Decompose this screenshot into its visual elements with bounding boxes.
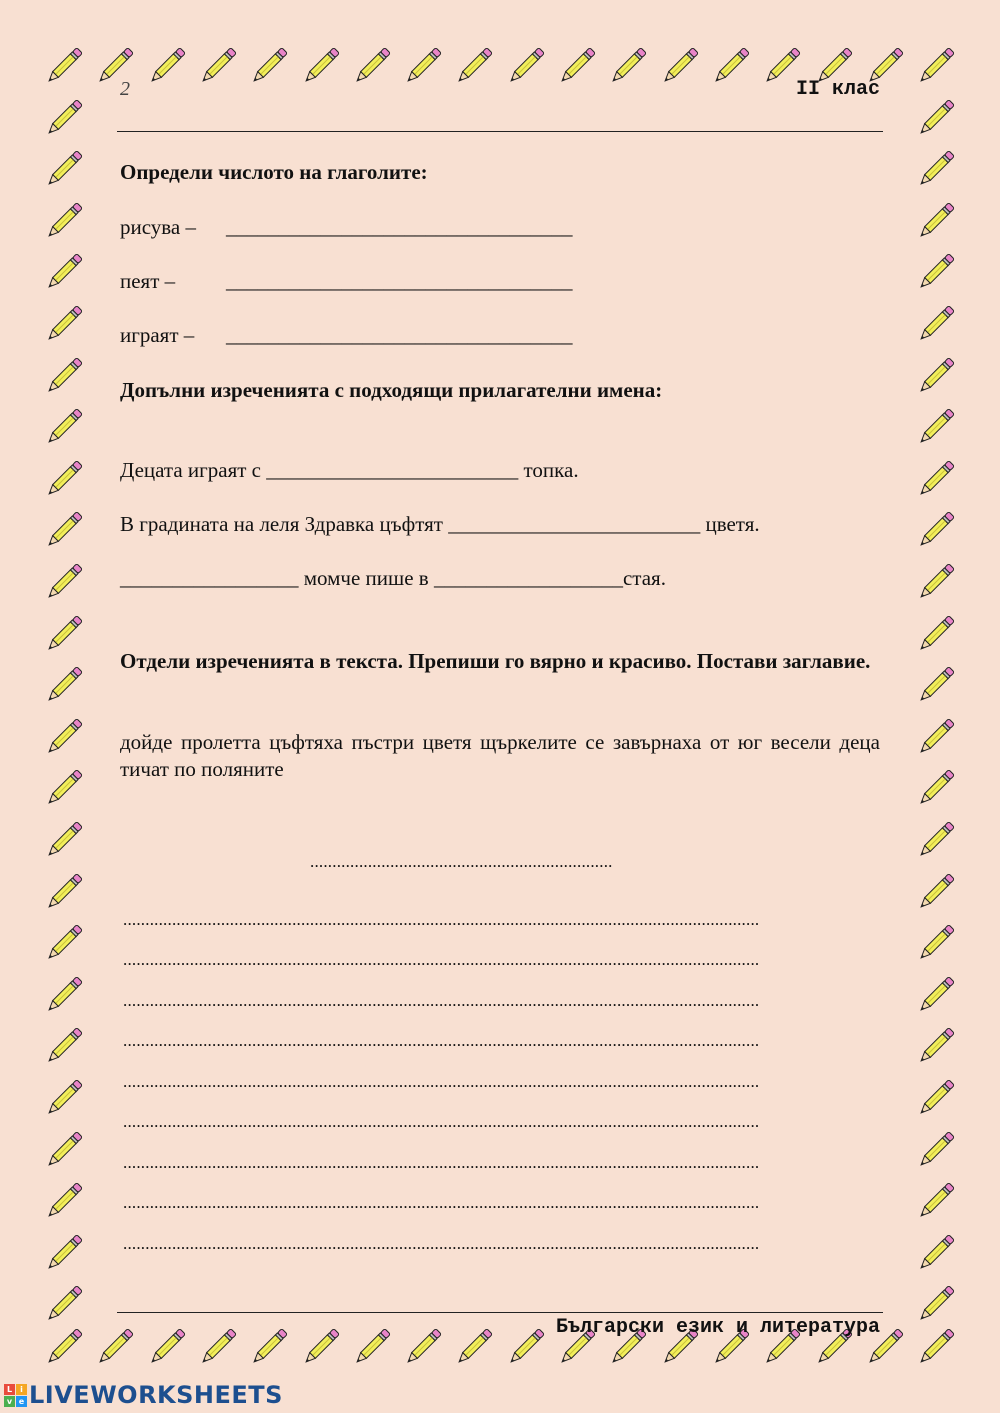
pencil-icon bbox=[42, 715, 86, 759]
pencil-icon bbox=[42, 250, 86, 294]
liveworksheets-logo[interactable] bbox=[4, 1380, 283, 1410]
pencil-icon bbox=[42, 457, 86, 501]
sentence-text: В градината на леля Здравка цъфтят bbox=[120, 512, 443, 536]
footer-rule bbox=[117, 1312, 883, 1313]
sentence-text: стая. bbox=[622, 566, 666, 590]
sentence-3 bbox=[120, 566, 666, 591]
answer-line[interactable]: ............................................................................................................................................... bbox=[123, 1153, 760, 1172]
pencil-icon bbox=[914, 147, 958, 191]
pencil-icon bbox=[606, 44, 650, 88]
answer-line[interactable]: ............................................................................................................................................... bbox=[123, 950, 760, 969]
pencil-icon bbox=[709, 44, 753, 88]
pencil-icon bbox=[914, 96, 958, 140]
pencil-icon bbox=[42, 1231, 86, 1275]
pencil-icon bbox=[452, 44, 496, 88]
answer-blank[interactable]: __________________ bbox=[433, 566, 623, 590]
pencil-icon bbox=[914, 1325, 958, 1369]
pencil-icon bbox=[504, 1325, 548, 1369]
pencil-icon bbox=[914, 1128, 958, 1172]
pencil-icon bbox=[914, 508, 958, 552]
answer-line[interactable]: ............................................................................................................................................... bbox=[123, 1112, 760, 1131]
pencil-icon bbox=[42, 1282, 86, 1326]
pencil-icon bbox=[914, 1076, 958, 1120]
pencil-icon bbox=[914, 1024, 958, 1068]
pencil-icon bbox=[42, 612, 86, 656]
pencil-icon bbox=[555, 44, 599, 88]
pencil-icon bbox=[914, 921, 958, 965]
section2-heading: Допълни изреченията с подходящи прилагателни имена: bbox=[120, 378, 663, 402]
pencil-icon bbox=[93, 44, 137, 88]
pencil-icon bbox=[42, 302, 86, 346]
subject-footer: Български език и литература bbox=[555, 1316, 880, 1339]
pencil-icon bbox=[42, 354, 86, 398]
pencil-icon bbox=[42, 405, 86, 449]
answer-line[interactable]: ............................................................................................................................................... bbox=[123, 1072, 760, 1091]
pencil-icon bbox=[914, 457, 958, 501]
answer-line[interactable]: ............................................................................................................................................... bbox=[123, 910, 760, 929]
pencil-icon bbox=[42, 921, 86, 965]
pencil-icon bbox=[914, 44, 958, 88]
pencil-icon bbox=[452, 1325, 496, 1369]
pencil-icon bbox=[247, 44, 291, 88]
sentence-1 bbox=[120, 458, 579, 483]
sentence-text: топка. bbox=[523, 458, 579, 482]
pencil-icon bbox=[42, 44, 86, 88]
pencil-icon bbox=[42, 147, 86, 191]
pencil-icon bbox=[247, 1325, 291, 1369]
answer-blank[interactable]: _________________ bbox=[120, 566, 299, 590]
pencil-icon bbox=[42, 766, 86, 810]
pencil-icon bbox=[299, 1325, 343, 1369]
pencil-icon bbox=[914, 612, 958, 656]
pencil-icon bbox=[350, 44, 394, 88]
pencil-icon bbox=[42, 96, 86, 140]
sentence-text: Децата играят с bbox=[120, 458, 262, 482]
pencil-icon bbox=[350, 1325, 394, 1369]
title-line[interactable]: .................................................................... bbox=[310, 852, 613, 871]
pencil-icon bbox=[401, 44, 445, 88]
pencil-icon bbox=[145, 1325, 189, 1369]
pencil-icon bbox=[401, 1325, 445, 1369]
header-rule bbox=[117, 131, 883, 132]
pencil-icon bbox=[42, 1179, 86, 1223]
verb-label: рисува – bbox=[120, 215, 196, 239]
pencil-icon bbox=[914, 818, 958, 862]
pencil-icon bbox=[914, 766, 958, 810]
pencil-icon bbox=[42, 1076, 86, 1120]
pencil-icon bbox=[914, 870, 958, 914]
pencil-icon bbox=[914, 973, 958, 1017]
answer-line[interactable]: ............................................................................................................................................... bbox=[123, 1234, 760, 1253]
pencil-icon bbox=[914, 405, 958, 449]
answer-blank[interactable]: _________________________________ bbox=[226, 323, 573, 347]
pencil-icon bbox=[196, 44, 240, 88]
pencil-icon bbox=[93, 1325, 137, 1369]
pencil-icon bbox=[42, 870, 86, 914]
pencil-icon bbox=[42, 1325, 86, 1369]
answer-blank[interactable]: ________________________ bbox=[448, 512, 701, 536]
grade-label: II клас bbox=[795, 78, 880, 101]
pencil-icon bbox=[914, 1282, 958, 1326]
page-number: 2 bbox=[120, 78, 130, 100]
answer-line[interactable]: ............................................................................................................................................... bbox=[123, 1031, 760, 1050]
pencil-icon bbox=[42, 818, 86, 862]
answer-blank[interactable]: _________________________________ bbox=[226, 215, 573, 239]
pencil-icon bbox=[914, 663, 958, 707]
pencil-icon bbox=[914, 302, 958, 346]
sentence-text: цветя. bbox=[705, 512, 760, 536]
pencil-icon bbox=[914, 250, 958, 294]
sentence-text: момче пише в bbox=[303, 566, 429, 590]
pencil-icon bbox=[299, 44, 343, 88]
pencil-icon bbox=[658, 44, 702, 88]
pencil-icon bbox=[42, 663, 86, 707]
logo-mark-icon: L i v e bbox=[4, 1384, 27, 1407]
pencil-icon bbox=[914, 560, 958, 604]
section1-heading: Определи числото на глаголите: bbox=[120, 160, 428, 184]
pencil-icon bbox=[196, 1325, 240, 1369]
pencil-icon bbox=[914, 1179, 958, 1223]
answer-blank[interactable]: _________________________________ bbox=[226, 269, 573, 293]
pencil-icon bbox=[42, 199, 86, 243]
pencil-icon bbox=[914, 354, 958, 398]
pencil-icon bbox=[914, 1231, 958, 1275]
verb-label: играят – bbox=[120, 323, 195, 347]
pencil-icon bbox=[42, 560, 86, 604]
pencil-icon bbox=[504, 44, 548, 88]
pencil-icon bbox=[42, 508, 86, 552]
pencil-icon bbox=[145, 44, 189, 88]
section3-heading: Отдели изреченията в текста. Препиши го вярно и красиво. Постави заглавие. bbox=[120, 649, 871, 673]
pencil-icon bbox=[42, 1024, 86, 1068]
pencil-icon bbox=[42, 1128, 86, 1172]
pencil-icon bbox=[914, 199, 958, 243]
unpunctuated-text: дойде пролетта цъфтяха пъстри цветя щъркелите се завърнаха от юг весели деца тичат по поляните bbox=[120, 730, 880, 781]
answer-blank[interactable]: ________________________ bbox=[266, 458, 519, 482]
pencil-icon bbox=[42, 973, 86, 1017]
answer-line[interactable]: ............................................................................................................................................... bbox=[123, 1193, 760, 1212]
sentence-2 bbox=[120, 512, 760, 537]
answer-line[interactable]: ............................................................................................................................................... bbox=[123, 991, 760, 1010]
verb-label: пеят – bbox=[120, 269, 176, 293]
logo-text: LIVEWORKSHEETS bbox=[29, 1381, 283, 1409]
pencil-icon bbox=[914, 715, 958, 759]
